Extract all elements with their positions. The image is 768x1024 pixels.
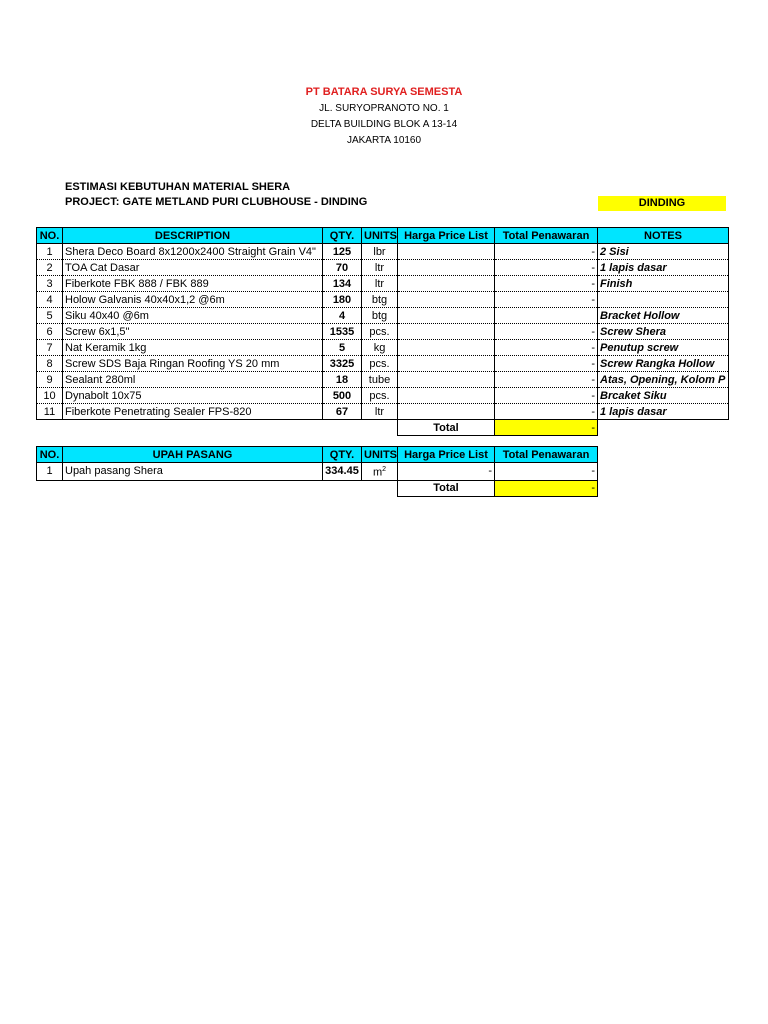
cell-price — [398, 292, 495, 308]
cell-notes: Penutup screw — [598, 340, 729, 356]
header-price: Harga Price List — [398, 228, 495, 244]
cell-notes: Atas, Opening, Kolom P — [598, 372, 729, 388]
labor-total-label: Total — [398, 480, 495, 496]
cell-price — [398, 372, 495, 388]
material-total-row — [37, 420, 729, 436]
material-total-label: Total — [398, 420, 495, 436]
cell-units: pcs. — [362, 388, 398, 404]
cell-description: Holow Galvanis 40x40x1,2 @6m — [63, 292, 323, 308]
cell-notes: Brcaket Siku — [598, 388, 729, 404]
cell-price — [398, 388, 495, 404]
table-row — [37, 276, 729, 292]
cell-total: - — [495, 404, 598, 420]
units-text: m — [372, 466, 383, 479]
company-address-line-2: DELTA BUILDING BLOK A 13-14 — [310, 119, 458, 130]
cell-total: - — [495, 324, 598, 340]
table-row — [37, 244, 729, 260]
header-units: UNITS — [362, 228, 398, 244]
header-qty: QTY. — [323, 447, 362, 463]
cell-total: - — [495, 292, 598, 308]
table-row — [37, 308, 729, 324]
cell-no: 8 — [37, 356, 63, 372]
cell-price — [398, 260, 495, 276]
cell-total: - — [495, 260, 598, 276]
cell-qty: 500 — [323, 388, 362, 404]
cell-qty: 1535 — [323, 324, 362, 340]
cell-description: Nat Keramik 1kg — [63, 340, 323, 356]
labor-total-row — [37, 480, 598, 496]
material-total-value: - — [495, 420, 598, 436]
cell-qty: 125 — [323, 244, 362, 260]
table-row — [37, 340, 729, 356]
labor-table-header — [37, 447, 598, 463]
cell-units: pcs. — [362, 324, 398, 340]
cell-description: Sealant 280ml — [63, 372, 323, 388]
cell-no: 6 — [37, 324, 63, 340]
cell-description: Shera Deco Board 8x1200x2400 Straight Grain V4" — [63, 244, 323, 260]
cell-notes: 1 lapis dasar — [598, 260, 729, 276]
header-units: UNITS — [362, 447, 398, 463]
labor-table — [36, 446, 598, 497]
labor-total-value: - — [495, 480, 598, 496]
cell-price — [398, 324, 495, 340]
header-qty: QTY. — [323, 228, 362, 244]
cell-total: - — [495, 388, 598, 404]
cell-description: Fiberkote FBK 888 / FBK 889 — [63, 276, 323, 292]
cell-notes: Finish — [598, 276, 729, 292]
cell-qty: 334.45 — [323, 463, 362, 481]
cell-qty: 4 — [323, 308, 362, 324]
cell-qty: 134 — [323, 276, 362, 292]
table-row — [37, 388, 729, 404]
cell-units: ltr — [362, 260, 398, 276]
cell-total — [495, 308, 598, 324]
cell-no: 1 — [37, 463, 63, 481]
material-table — [36, 227, 729, 436]
cell-no: 5 — [37, 308, 63, 324]
cell-price: - — [398, 463, 495, 481]
cell-units: lbr — [362, 244, 398, 260]
cell-units: btg — [362, 292, 398, 308]
project-name: PROJECT: GATE METLAND PURI CLUBHOUSE - DINDING — [65, 196, 368, 208]
material-table-header — [37, 228, 729, 244]
header-description: DESCRIPTION — [63, 228, 323, 244]
cell-total: - — [495, 340, 598, 356]
document-title: ESTIMASI KEBUTUHAN MATERIAL SHERA — [65, 181, 291, 193]
cell-units: pcs. — [362, 356, 398, 372]
header-total: Total Penawaran — [495, 447, 598, 463]
cell-total: - — [495, 463, 598, 481]
table-row — [37, 260, 729, 276]
cell-price — [398, 308, 495, 324]
header-price: Harga Price List — [398, 447, 495, 463]
header-notes: NOTES — [598, 228, 729, 244]
table-row — [37, 324, 729, 340]
header-description: UPAH PASANG — [63, 447, 323, 463]
company-address-line-1: JL. SURYOPRANOTO NO. 1 — [319, 103, 449, 114]
cell-notes: 1 lapis dasar — [598, 404, 729, 420]
cell-price — [398, 356, 495, 372]
cell-notes: 2 Sisi — [598, 244, 729, 260]
cell-total: - — [495, 276, 598, 292]
cell-units: ltr — [362, 404, 398, 420]
cell-units: ltr — [362, 276, 398, 292]
header-no: NO. — [37, 447, 63, 463]
cell-no: 9 — [37, 372, 63, 388]
header-total: Total Penawaran — [495, 228, 598, 244]
cell-units: btg — [362, 308, 398, 324]
company-name: PT BATARA SURYA SEMESTA — [305, 86, 463, 98]
cell-notes: Screw Rangka Hollow — [598, 356, 729, 372]
section-badge: DINDING — [598, 196, 726, 211]
table-row — [37, 463, 598, 481]
cell-qty: 5 — [323, 340, 362, 356]
cell-description: TOA Cat Dasar — [63, 260, 323, 276]
cell-no: 7 — [37, 340, 63, 356]
cell-description: Screw SDS Baja Ringan Roofing YS 20 mm — [63, 356, 323, 372]
cell-qty: 67 — [323, 404, 362, 420]
cell-description: Screw 6x1,5" — [63, 324, 323, 340]
cell-qty: 70 — [323, 260, 362, 276]
cell-total: - — [495, 372, 598, 388]
cell-description: Siku 40x40 @6m — [63, 308, 323, 324]
cell-no: 1 — [37, 244, 63, 260]
cell-units: tube — [362, 372, 398, 388]
cell-no: 10 — [37, 388, 63, 404]
header-no: NO. — [37, 228, 63, 244]
cell-total: - — [495, 356, 598, 372]
cell-qty: 3325 — [323, 356, 362, 372]
table-row — [37, 292, 729, 308]
cell-no: 11 — [37, 404, 63, 420]
cell-notes: Screw Shera — [598, 324, 729, 340]
cell-qty: 180 — [323, 292, 362, 308]
cell-price — [398, 340, 495, 356]
cell-price — [398, 404, 495, 420]
cell-qty: 18 — [323, 372, 362, 388]
table-row — [37, 372, 729, 388]
cell-no: 3 — [37, 276, 63, 292]
cell-description: Upah pasang Shera — [63, 463, 323, 481]
cell-price — [398, 244, 495, 260]
table-row — [37, 356, 729, 372]
cell-no: 4 — [37, 292, 63, 308]
company-address-line-3: JAKARTA 10160 — [346, 135, 422, 146]
cell-notes — [598, 292, 729, 308]
units-superscript: 2 — [382, 466, 387, 473]
table-row — [37, 404, 729, 420]
cell-description: Fiberkote Penetrating Sealer FPS-820 — [63, 404, 323, 420]
cell-total: - — [495, 244, 598, 260]
cell-no: 2 — [37, 260, 63, 276]
cell-notes: Bracket Hollow — [598, 308, 729, 324]
cell-description: Dynabolt 10x75 — [63, 388, 323, 404]
cell-units: kg — [362, 340, 398, 356]
cell-units — [362, 463, 398, 481]
cell-price — [398, 276, 495, 292]
